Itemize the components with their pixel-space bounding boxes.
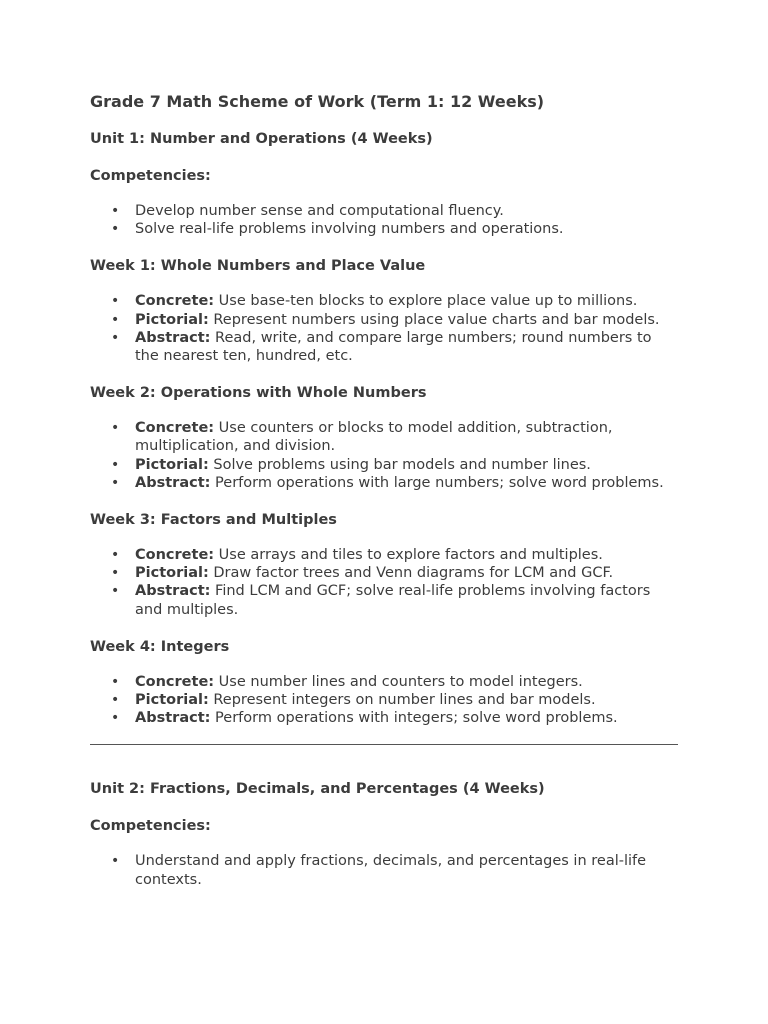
item-term: Pictorial:	[135, 692, 209, 709]
bullet-icon: •	[111, 221, 120, 238]
unit1-competencies-list	[90, 202, 678, 238]
list-item	[90, 852, 678, 888]
unit2-competencies-list	[90, 852, 678, 888]
unit1-heading: Unit 1: Number and Operations (4 Weeks)	[90, 131, 433, 147]
item-term: Concrete:	[135, 293, 215, 310]
item-term: Pictorial:	[135, 311, 209, 328]
list-item	[90, 456, 678, 474]
competency-text: Solve real-life problems involving numbers and operations.	[135, 221, 564, 238]
bullet-icon: •	[111, 565, 120, 582]
competency-text: Develop number sense and computational fluency.	[135, 203, 504, 219]
bullet-icon: •	[111, 692, 120, 709]
bullet-icon: •	[111, 456, 120, 473]
item-text: Use counters or blocks to model addition, subtraction, multiplication, and division.	[135, 420, 613, 455]
list-item	[90, 311, 678, 329]
item-text: Read, write, and compare large numbers; round numbers to the nearest ten, hundred, etc.	[135, 329, 652, 365]
list-item	[90, 419, 678, 455]
section-divider	[90, 744, 678, 745]
list-item	[90, 220, 678, 238]
item-term: Abstract:	[135, 710, 211, 727]
item-text: Draw factor trees and Venn diagrams for LCM and GCF.	[208, 565, 614, 582]
unit1-competencies-label: Competencies:	[90, 168, 211, 184]
list-item	[90, 691, 678, 709]
bullet-icon: •	[111, 329, 120, 346]
unit2-heading: Unit 2: Fractions, Decimals, and Percentages (4 Weeks)	[90, 781, 545, 798]
item-text: Perform operations with integers; solve word problems.	[210, 710, 618, 727]
week2-heading: Week 2: Operations with Whole Numbers	[90, 385, 427, 402]
list-item	[90, 709, 678, 727]
item-text: Represent numbers using place value charts and bar models.	[208, 311, 660, 328]
bullet-icon: •	[111, 420, 120, 437]
bullet-icon: •	[111, 547, 120, 564]
week1-list	[90, 292, 678, 365]
bullet-icon: •	[111, 311, 120, 328]
item-term: Abstract:	[135, 329, 211, 346]
bullet-icon: •	[111, 853, 120, 870]
week2-list	[90, 419, 678, 492]
unit2-competencies-label: Competencies:	[90, 818, 211, 835]
item-text: Represent integers on number lines and bar models.	[208, 692, 596, 709]
list-item	[90, 564, 678, 582]
list-item	[90, 292, 678, 310]
week4-heading: Week 4: Integers	[90, 638, 230, 655]
bullet-icon: •	[111, 203, 120, 219]
item-text: Solve problems using bar models and number lines.	[208, 456, 591, 473]
competency-text: Understand and apply fractions, decimals, and percentages in real-life contexts.	[135, 853, 647, 888]
week3-heading: Week 3: Factors and Multiples	[90, 512, 337, 529]
item-text: Use arrays and tiles to explore factors and multiples.	[214, 547, 603, 564]
bullet-icon: •	[111, 474, 120, 491]
item-term: Pictorial:	[135, 456, 209, 473]
list-item	[90, 474, 678, 492]
item-text: Perform operations with large numbers; solve word problems.	[210, 474, 664, 491]
week1-heading: Week 1: Whole Numbers and Place Value	[90, 258, 426, 275]
item-text: Find LCM and GCF; solve real-life problems involving factors and multiples.	[135, 583, 651, 618]
item-text: Use base-ten blocks to explore place value up to millions.	[214, 293, 638, 310]
item-term: Abstract:	[135, 474, 211, 491]
item-text: Use number lines and counters to model integers.	[214, 673, 583, 690]
item-term: Concrete:	[135, 547, 215, 564]
list-item	[90, 673, 678, 691]
document-title: Grade 7 Math Scheme of Work (Term 1: 12 Weeks)	[90, 92, 545, 111]
list-item	[90, 546, 678, 564]
bullet-icon: •	[111, 583, 120, 600]
list-item	[90, 202, 678, 220]
list-item	[90, 329, 678, 365]
bullet-icon: •	[111, 293, 120, 310]
item-term: Abstract:	[135, 583, 211, 600]
item-term: Concrete:	[135, 673, 215, 690]
list-item	[90, 582, 678, 618]
item-term: Concrete:	[135, 420, 215, 437]
bullet-icon: •	[111, 673, 120, 690]
week3-list	[90, 546, 678, 619]
week4-list	[90, 673, 678, 728]
document-page	[90, 92, 678, 889]
item-term: Pictorial:	[135, 565, 209, 582]
bullet-icon: •	[111, 710, 120, 727]
